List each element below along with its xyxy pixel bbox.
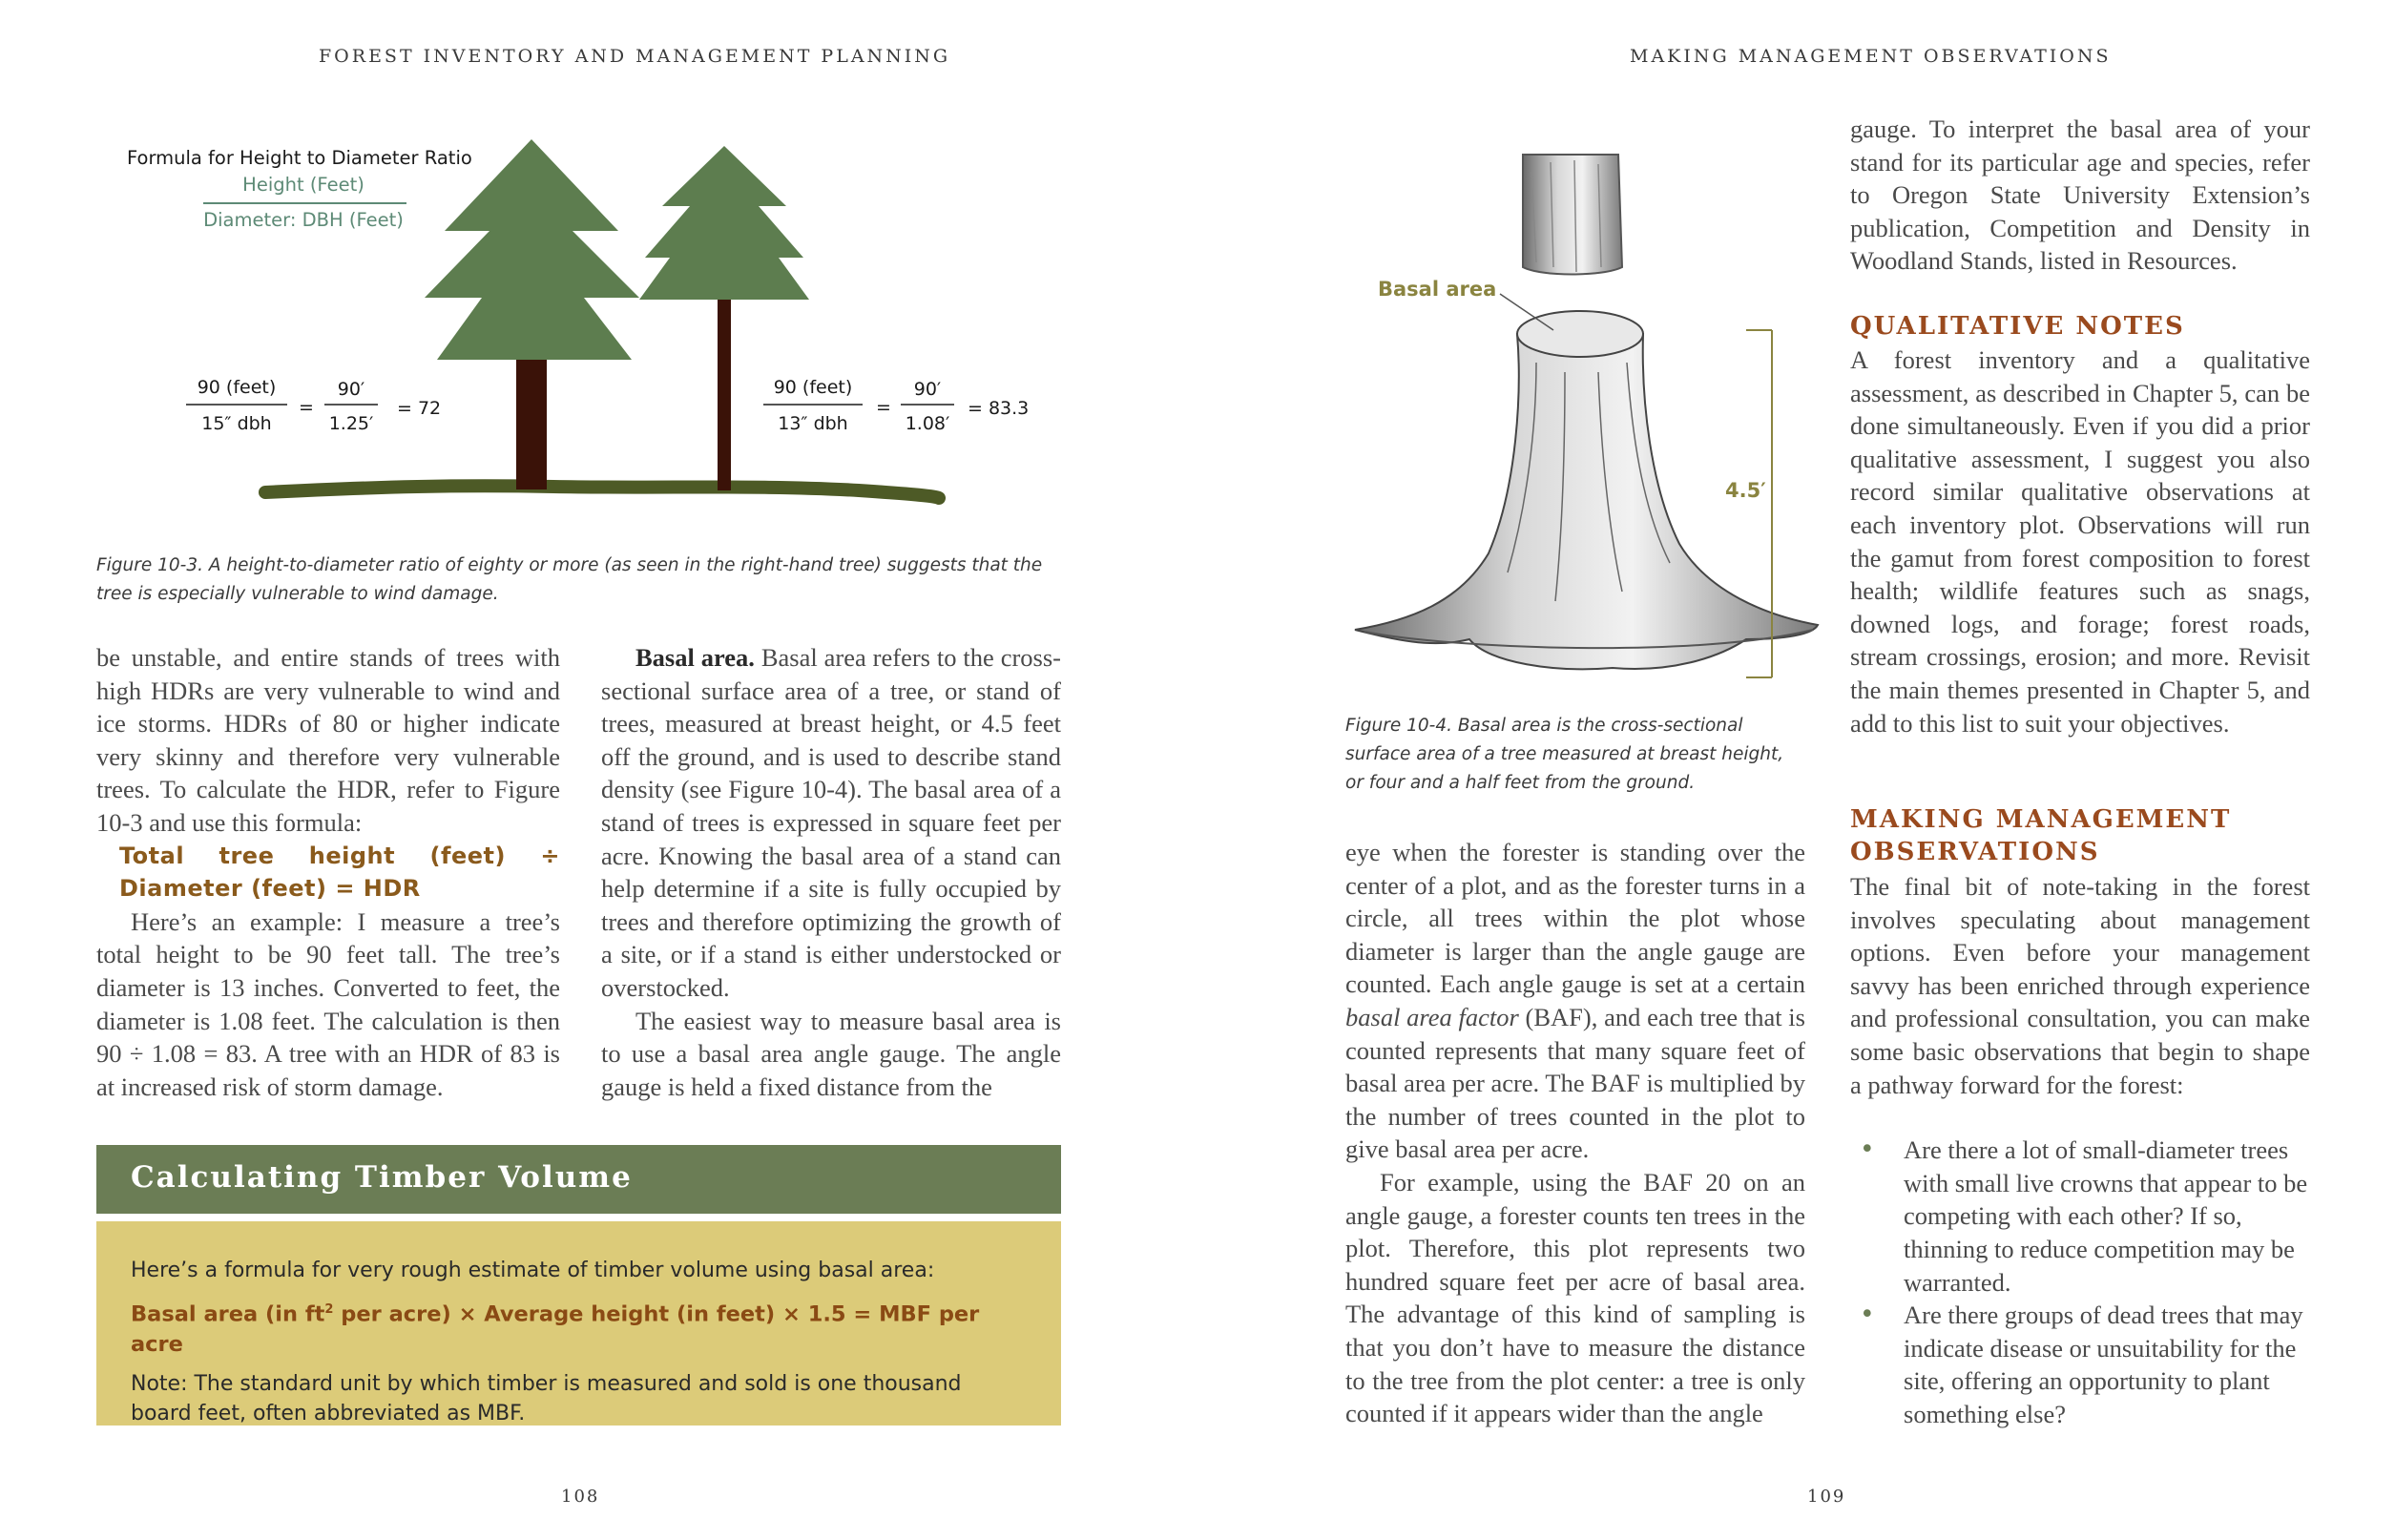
svg-text:90 (feet): 90 (feet) xyxy=(197,377,277,398)
hdr-example-paragraph: Here’s an example: I measure a tree’s total height to be 90 feet tall. The tree’s diameter is 13 inches. Converted to feet, the diameter is 1.08 feet. The calculation is then 90 ÷ 1.08 = 83. A tree with an HDR of 83 is at increased risk of storm damage. xyxy=(96,906,560,1101)
basal-area-label: Basal area xyxy=(1378,278,1497,301)
svg-text:90′: 90′ xyxy=(913,379,942,400)
list-item: • Are there a lot of small-diameter trees with small live crowns that appear to be competing with each other? If so, thinning to reduce competition may be warranted. xyxy=(1860,1134,2308,1297)
bullet-icon: • xyxy=(1860,1300,1875,1330)
page-number-right: 109 xyxy=(1807,1487,1846,1507)
sidebar-formula: Basal area (in $ft^2$ per acre) × Average height (in feet) × 1.5 = MBF per acre xyxy=(131,1301,980,1357)
breast-height-label: 4.5′ xyxy=(1725,479,1766,502)
svg-text:90 (feet): 90 (feet) xyxy=(773,377,853,398)
svg-text:=: = xyxy=(876,397,891,418)
hdr-formula-title: Formula for Height to Diameter Ratio xyxy=(127,147,472,169)
basal-area-paragraph: Basal area. Basal area refers to the cross-sectional surface area of a tree, or stand of trees, measured at breast height, or 4.5 feet off the ground, and is used to describe stand density (see Figure 10-4). The basal area of a stand of trees is expressed in square feet per acre. Knowing the basal area of a stand can help determine if a site is fully occupied by trees and therefore optimizing the growth of a site, or if a stand is either understocked or overstocked. xyxy=(601,643,1061,1002)
angle-gauge-continued-paragraph: eye when the forester is standing over the center of a plot, and as the forester turns in a circle, all trees within the plot whose diameter is larger than the angle gauge are counted. Each angle gauge is set at a certain basal area factor (BAF), and each tree that is counted represents that many square feet of basal area per acre. The BAF is multiplied by the number of trees counted in the plot to give basal area per acre. xyxy=(1345,838,1805,1164)
svg-text:15″ dbh: 15″ dbh xyxy=(201,413,272,434)
qualitative-notes-paragraph: A forest inventory and a qualitative assessment, as described in Chapter 5, can be done simultaneously. Even if you did a prior qualitative assessment, I suggest you also record similar qualitative observations at each inventory plot. Observations will run the gamut from forest composition to forest health; wildlife features such as snags, downed logs, and forage; forest roads, stream crossings, erosion; and more. Revisit the main themes presented in Chapter 5, and add to this list to suit your objectives. xyxy=(1850,345,2310,738)
left-column-1 xyxy=(96,641,560,1103)
management-observations-paragraph: The final bit of note-taking in the forest involves speculating about management options. Even before your management savvy has been enriched through experience and professional consultation, you can make some basic observations that begin to shape a pathway forward for the forest: xyxy=(1850,872,2310,1099)
svg-text:1.08′: 1.08′ xyxy=(905,413,950,434)
svg-text:=: = xyxy=(299,397,314,418)
qualitative-notes-heading: QUALITATIVE NOTES xyxy=(1850,312,2185,341)
angle-gauge-paragraph: The easiest way to measure basal area is to use a basal area angle gauge. The angle gauge is held a fixed distance from the xyxy=(601,1006,1061,1101)
figure-10-3-caption: Figure 10-3. A height-to-diameter ratio of eighty or more (as seen in the right-hand tree) suggests that the tree is especially vulnerable to wind damage. xyxy=(96,555,1043,604)
tree-right xyxy=(639,146,809,490)
hdr-formula-denominator: Diameter: DBH (Feet) xyxy=(203,209,404,231)
left-column-2 xyxy=(601,641,1061,1103)
basal-area-runin: Basal area. xyxy=(635,643,755,672)
right-column-2 xyxy=(1850,113,2310,278)
svg-text:= 72: = 72 xyxy=(397,398,442,419)
sidebar-note: Note: The standard unit by which timber is measured and sold is one thousand board feet, often abbreviated as MBF. xyxy=(131,1371,962,1426)
tree-left xyxy=(425,139,639,489)
left-equation xyxy=(186,377,441,434)
qualitative-notes-body xyxy=(1850,343,2310,739)
right-column-1 xyxy=(1345,836,1805,1430)
figure-10-4 xyxy=(1336,143,1832,706)
figure-10-4-caption: Figure 10-4. Basal area is the cross-sectional surface area of a tree measured at breast height, or four and a half feet from the ground. xyxy=(1345,716,1784,793)
hdr-paragraph: be unstable, and entire stands of trees with high HDRs are very vulnerable to wind and ice storms. HDRs of 80 or higher indicate very skinny and therefore very vulnerable trees. To calculate the HDR, refer to Figure 10-3 and use this formula: xyxy=(96,643,560,837)
hdr-formula-numerator: Height (Feet) xyxy=(242,174,364,196)
svg-text:= 83.3: = 83.3 xyxy=(968,398,1030,419)
running-head-right: MAKING MANAGEMENT OBSERVATIONS xyxy=(1630,46,2112,67)
bullet-icon: • xyxy=(1860,1134,1875,1165)
trunk-section-illustration xyxy=(1523,155,1622,275)
svg-text:1.25′: 1.25′ xyxy=(328,413,374,434)
management-observations-body xyxy=(1850,870,2310,1431)
ground-line xyxy=(265,486,939,498)
running-head-left: FOREST INVENTORY AND MANAGEMENT PLANNING xyxy=(319,46,951,67)
svg-text:90′: 90′ xyxy=(337,379,365,400)
list-item: • Are there groups of dead trees that may indicate disease or unsuitability for the site, offering an opportunity to plant something else? xyxy=(1860,1300,2303,1428)
observations-list xyxy=(1850,1134,2310,1430)
hdr-formula: Total tree height (feet) ÷ Diameter (feet) = HDR xyxy=(119,842,560,903)
sidebar-intro: Here’s a formula for very rough estimate of timber volume using basal area: xyxy=(131,1259,935,1282)
basal-interpretation-paragraph: gauge. To interpret the basal area of your stand for its particular age and species, refer to Oregon State University Extension’s publication, Competition and Density in Woodland Stands, listed in Resources. xyxy=(1850,114,2310,276)
svg-text:13″ dbh: 13″ dbh xyxy=(778,413,848,434)
sidebar-title: Calculating Timber Volume xyxy=(96,1145,1061,1214)
page-number-left: 108 xyxy=(561,1487,600,1507)
management-observations-heading: MAKING MANAGEMENT OBSERVATIONS xyxy=(1850,805,2232,866)
figure-10-3 xyxy=(95,124,1059,525)
right-equation xyxy=(763,377,1029,434)
baf-example-paragraph: For example, using the BAF 20 on an angle gauge, a forester counts ten trees in the plot. Therefore, this plot represents two hundred square feet per acre of basal area. The advantage of this kind of sampling is that you don’t have to measure the distance to the tree from the plot center: a tree is only counted if it appears wider than the angle xyxy=(1345,1167,1805,1428)
sidebar-body xyxy=(96,1221,1061,1426)
